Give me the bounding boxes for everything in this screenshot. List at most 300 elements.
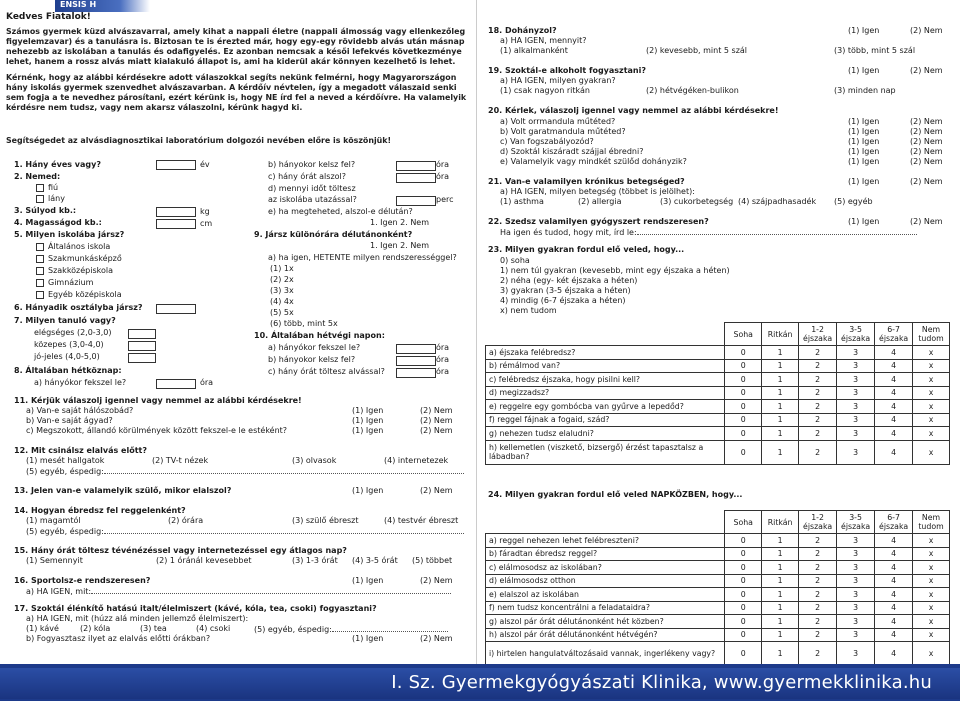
answer-cell[interactable]: 3 (837, 601, 875, 615)
answer-cell[interactable]: 4 (875, 427, 913, 441)
q20d-no[interactable]: (2) Nem (910, 147, 943, 156)
q15-option[interactable]: (1) Semennyit (26, 556, 83, 565)
q13-label: 13. Jelen van-e valamelyik szülő, mikor elalszol? (14, 486, 232, 495)
q14-option[interactable]: (1) magamtól (26, 516, 81, 525)
q20a-no[interactable]: (2) Nem (910, 117, 943, 126)
q9-option[interactable]: (1) 1x (270, 264, 294, 273)
q23-scale: 1) nem túl gyakran (kevesebb, mint egy éjszaka a héten) (500, 266, 730, 275)
q8-label: 8. Általában hétköznap: (14, 366, 122, 375)
q11a-yes[interactable]: (1) Igen (352, 406, 384, 415)
q19-option[interactable]: (3) minden nap (834, 86, 896, 95)
q20e-no[interactable]: (2) Nem (910, 157, 943, 166)
q12-other-line[interactable] (104, 466, 464, 474)
q20e-label: e) Valamelyik vagy mindkét szülőd dohányzik? (500, 157, 687, 166)
answer-cell[interactable]: 0 (725, 413, 762, 427)
q17-option[interactable]: (1) kávé (26, 624, 59, 633)
q17a-label: a) HA IGEN, mit (húzz alá minden jellemző élelmiszert): (26, 614, 249, 623)
answer-cell[interactable]: 3 (837, 547, 875, 561)
q13-no[interactable]: (2) Nem (420, 486, 453, 495)
q14-option[interactable]: (4) testvér ébreszt (384, 516, 459, 525)
table-row (486, 427, 950, 441)
table-row (486, 400, 950, 414)
answer-cell[interactable]: 2 (799, 359, 837, 373)
q23-scale: 0) soha (500, 256, 530, 265)
q17b-no[interactable]: (2) Nem (420, 634, 453, 643)
answer-cell[interactable]: 3 (837, 588, 875, 602)
answer-cell[interactable]: 2 (799, 574, 837, 588)
answer-cell[interactable]: 0 (725, 561, 762, 575)
answer-cell[interactable]: 1 (762, 427, 799, 441)
answer-cell[interactable]: 2 (799, 373, 837, 387)
logo-text: ENSIS H (60, 0, 97, 9)
answer-cell[interactable]: x (913, 386, 950, 400)
q4-label: 4. Magasságod kb.: (14, 218, 102, 227)
q19-sub: a) HA IGEN, milyen gyakran? (500, 76, 616, 85)
answer-cell[interactable]: x (913, 400, 950, 414)
answer-cell[interactable]: 4 (875, 547, 913, 561)
answer-cell[interactable]: x (913, 534, 950, 548)
q4-input[interactable] (156, 219, 196, 229)
answer-cell[interactable]: 4 (875, 400, 913, 414)
answer-cell[interactable]: 3 (837, 561, 875, 575)
q19-option[interactable]: (1) csak nagyon ritkán (500, 86, 590, 95)
answer-cell[interactable]: 3 (837, 642, 875, 666)
q16-yes[interactable]: (1) Igen (352, 576, 384, 585)
q5-option[interactable]: Szakközépiskola (36, 266, 113, 276)
column-header: Soha (725, 323, 762, 346)
q21-sub: a) HA IGEN, milyen betegség (többet is jelölhet): (500, 187, 695, 196)
answer-cell[interactable]: x (913, 588, 950, 602)
q21-option[interactable]: (5) egyéb (834, 197, 873, 206)
q14-option[interactable]: (3) szülő ébreszt (292, 516, 359, 525)
answer-cell[interactable]: 3 (837, 413, 875, 427)
answer-cell[interactable]: 4 (875, 615, 913, 629)
q22-line[interactable] (637, 227, 917, 235)
q8c-input[interactable] (396, 173, 436, 183)
column-divider (476, 0, 477, 664)
q7-input[interactable] (128, 341, 156, 351)
q18-option[interactable]: (1) alkalmanként (500, 46, 568, 55)
row-label: i) hirtelen hangulatváltozásaid vannak, ingerlékeny vagy? (486, 642, 725, 666)
row-label: c) felébredsz éjszaka, hogy pisilni kell? (486, 373, 725, 387)
q8b-input[interactable] (396, 161, 436, 171)
answer-cell[interactable]: 2 (799, 386, 837, 400)
answer-cell[interactable]: 0 (725, 547, 762, 561)
answer-cell[interactable]: 1 (762, 642, 799, 666)
answer-cell[interactable]: 2 (799, 534, 837, 548)
answer-cell[interactable]: x (913, 628, 950, 642)
answer-cell[interactable]: 3 (837, 359, 875, 373)
q4-unit: cm (200, 219, 213, 228)
table-row (486, 346, 950, 360)
answer-cell[interactable]: x (913, 427, 950, 441)
q5-label: 5. Milyen iskolába jársz? (14, 230, 125, 239)
table-row (486, 588, 950, 602)
row-label: c) elálmosodsz az iskolában? (486, 561, 725, 575)
q11c-label: c) Megszokott, állandó körülmények között fekszel-e le estéként? (26, 426, 288, 435)
q7-input[interactable] (128, 329, 156, 339)
answer-cell[interactable]: 2 (799, 588, 837, 602)
answer-cell[interactable]: 0 (725, 386, 762, 400)
answer-cell[interactable]: 0 (725, 601, 762, 615)
answer-cell[interactable]: 3 (837, 400, 875, 414)
q18-option[interactable]: (3) több, mint 5 szál (834, 46, 916, 55)
q21-option[interactable]: (4) szájpadhasadék (738, 197, 817, 206)
answer-cell[interactable]: 4 (875, 359, 913, 373)
q24-table (485, 510, 950, 666)
column-header: Ritkán (762, 511, 799, 534)
answer-cell[interactable]: 3 (837, 427, 875, 441)
column-header: Ritkán (762, 323, 799, 346)
q15-label: 15. Hány órát töltesz tévénézéssel vagy internetezéssel egy átlagos nap? (14, 546, 347, 555)
q2-option-lany[interactable]: lány (36, 194, 65, 204)
q11c-yes[interactable]: (1) Igen (352, 426, 384, 435)
q14-other-line[interactable] (104, 526, 464, 534)
table-row (486, 574, 950, 588)
intro-paragraph-3: Segítségedet az alvásdiagnosztikai laboratórium dolgozói nevében előre is köszönjük! (6, 136, 392, 145)
answer-cell[interactable]: 2 (799, 547, 837, 561)
q9-option[interactable]: (4) 4x (270, 297, 294, 306)
row-label: e) elalszol az iskolában (486, 588, 725, 602)
q14-label: 14. Hogyan ébredsz fel reggelenként? (14, 506, 186, 515)
answer-cell[interactable]: 0 (725, 427, 762, 441)
q10b-label: b) hányokor kelsz fel? (268, 355, 356, 364)
answer-cell[interactable]: x (913, 359, 950, 373)
answer-cell[interactable]: 0 (725, 574, 762, 588)
answer-cell[interactable]: 1 (762, 561, 799, 575)
q15-option[interactable]: (2) 1 óránál kevesebbet (156, 556, 252, 565)
answer-cell[interactable]: 3 (837, 373, 875, 387)
answer-cell[interactable]: x (913, 642, 950, 666)
q23-scale: 3) gyakran (3-5 éjszaka a héten) (500, 286, 631, 295)
answer-cell[interactable]: 1 (762, 400, 799, 414)
q5-option[interactable]: Egyéb középiskola (36, 290, 122, 300)
checkbox-icon (36, 279, 44, 287)
q22-no[interactable]: (2) Nem (910, 217, 943, 226)
answer-cell[interactable]: 4 (875, 561, 913, 575)
answer-cell[interactable]: 2 (799, 413, 837, 427)
q8d-input[interactable] (396, 196, 436, 206)
answer-cell[interactable]: 3 (837, 346, 875, 360)
q8a-unit: óra (200, 378, 214, 387)
q9-option[interactable]: (2) 2x (270, 275, 294, 284)
q19-yes[interactable]: (1) Igen (848, 66, 880, 75)
answer-cell[interactable]: 2 (799, 601, 837, 615)
column-header: 1-2 éjszaka (799, 323, 837, 346)
table-row (486, 373, 950, 387)
q9-options[interactable]: 1. Igen 2. Nem (370, 241, 430, 250)
q20b-no[interactable]: (2) Nem (910, 127, 943, 136)
answer-cell[interactable]: 1 (762, 601, 799, 615)
header-blank (486, 323, 725, 346)
answer-cell[interactable]: 1 (762, 628, 799, 642)
q15-option[interactable]: (5) többet (412, 556, 453, 565)
q19-no[interactable]: (2) Nem (910, 66, 943, 75)
q1-unit: év (200, 160, 210, 169)
answer-cell[interactable]: 2 (799, 427, 837, 441)
q8d-unit: perc (436, 195, 454, 204)
q21-yes[interactable]: (1) Igen (848, 177, 880, 186)
q19-label: 19. Szoktál-e alkoholt fogyasztani? (488, 66, 647, 75)
q11b-yes[interactable]: (1) Igen (352, 416, 384, 425)
answer-cell[interactable]: 4 (875, 373, 913, 387)
table-row (486, 413, 950, 427)
q20c-label: c) Van fogszabályozód? (500, 137, 594, 146)
q8d-label-2: az iskolába utazással? (268, 195, 357, 204)
q15-option[interactable]: (3) 1-3 órát (292, 556, 338, 565)
q11-label: 11. Kérjük válaszolj igennel vagy nemmel az alábbi kérdésekre! (14, 396, 302, 405)
answer-cell[interactable]: 4 (875, 601, 913, 615)
q2-option-fiu[interactable]: fiú (36, 183, 58, 193)
row-label: e) reggelre egy gombócba van gyűrve a lepedőd? (486, 400, 725, 414)
q11b-no[interactable]: (2) Nem (420, 416, 453, 425)
answer-cell[interactable]: 2 (799, 628, 837, 642)
answer-cell[interactable]: x (913, 574, 950, 588)
answer-cell[interactable]: 4 (875, 574, 913, 588)
q17b-label: b) Fogyasztasz ilyet az elalvás előtti órákban? (26, 634, 211, 643)
intro-paragraph-2: Kérnénk, hogy az alábbi kérdésekre adott válaszokkal segíts nekünk felmérni, hogy Magyarországon hány iskolás gyermek szenvedhet alvászavarban. A kérdőív névtelen, így a megadott válaszaid senki sem fogja a te nevedhez párosítani, ezért kérünk is, hogy NE írd fel a neved a kérdőívre. Ha valamelyik kérdésre nem tudsz, vagy nem akarsz válaszolni, kérünk hagyd ki. (6, 73, 467, 112)
q9-option[interactable]: (3) 3x (270, 286, 294, 295)
answer-cell[interactable]: 1 (762, 534, 799, 548)
q10a-input[interactable] (396, 344, 436, 354)
q23-table (485, 322, 950, 465)
checkbox-icon (36, 255, 44, 263)
row-label: g) alszol pár órát délutánonként hét közben? (486, 615, 725, 629)
answer-cell[interactable]: 2 (799, 440, 837, 464)
answer-cell[interactable]: 1 (762, 386, 799, 400)
q6-input[interactable] (156, 304, 196, 314)
q23-label: 23. Milyen gyakran fordul elő veled, hogy... (488, 245, 685, 254)
q5-option[interactable]: Általános iskola (36, 242, 110, 252)
answer-cell[interactable]: 0 (725, 534, 762, 548)
q23-scale: x) nem tudom (500, 306, 557, 315)
q7-input[interactable] (128, 353, 156, 363)
answer-cell[interactable]: 4 (875, 386, 913, 400)
answer-cell[interactable]: 3 (837, 615, 875, 629)
q14-option[interactable]: (2) órára (168, 516, 204, 525)
checkbox-icon (36, 184, 44, 192)
q5-option[interactable]: Szakmunkásképző (36, 254, 122, 264)
answer-cell[interactable]: 0 (725, 373, 762, 387)
q3-input[interactable] (156, 207, 196, 217)
q10b-unit: óra (436, 355, 450, 364)
column-header: 1-2 éjszaka (799, 511, 837, 534)
q20a-label: a) Volt orrmandula műtéted? (500, 117, 616, 126)
answer-cell[interactable]: 2 (799, 642, 837, 666)
q8a-label: a) hányókor fekszel le? (34, 378, 127, 387)
row-label: f) reggel fájnak a fogaid, szád? (486, 413, 725, 427)
q20b-label: b) Volt garatmandula műtéted? (500, 127, 626, 136)
answer-cell[interactable]: 1 (762, 615, 799, 629)
q9-option[interactable]: (6) több, mint 5x (270, 319, 338, 328)
q11c-no[interactable]: (2) Nem (420, 426, 453, 435)
answer-cell[interactable]: 1 (762, 588, 799, 602)
q21-option[interactable]: (3) cukorbetegség (660, 197, 734, 206)
q21-option[interactable]: (2) allergia (578, 197, 622, 206)
q17-option[interactable]: (2) kóla (80, 624, 111, 633)
q20a-yes[interactable]: (1) Igen (848, 117, 880, 126)
q19-option[interactable]: (2) hétvégéken-bulikon (646, 86, 739, 95)
answer-cell[interactable]: 0 (725, 440, 762, 464)
answer-cell[interactable]: x (913, 413, 950, 427)
q23-scale: 2) néha (egy- két éjszaka a héten) (500, 276, 638, 285)
answer-cell[interactable]: 4 (875, 413, 913, 427)
row-label: a) reggel nehezen lehet felébreszteni? (486, 534, 725, 548)
q17-option[interactable]: (5) egyéb, éspedig: (254, 624, 448, 635)
answer-cell[interactable]: x (913, 373, 950, 387)
q10c-input[interactable] (396, 368, 436, 378)
q1-input[interactable] (156, 160, 196, 170)
answer-cell[interactable]: 3 (837, 628, 875, 642)
q11a-label: a) Van-e saját hálószobád? (26, 406, 134, 415)
column-header: Nem tudom (913, 511, 950, 534)
q23-scale: 4) mindig (6-7 éjszaka a héten) (500, 296, 626, 305)
answer-cell[interactable]: 3 (837, 386, 875, 400)
answer-cell[interactable]: 1 (762, 346, 799, 360)
q12-option[interactable]: (3) olvasok (292, 456, 337, 465)
column-header: Soha (725, 511, 762, 534)
q7-label: 7. Milyen tanuló vagy? (14, 316, 116, 325)
q12-option[interactable]: (4) internetezek (384, 456, 449, 465)
q20e-yes[interactable]: (1) Igen (848, 157, 880, 166)
table-row (486, 534, 950, 548)
checkbox-icon (36, 291, 44, 299)
q17-other-line[interactable] (332, 624, 448, 632)
answer-cell[interactable]: 4 (875, 440, 913, 464)
q3-label: 3. Súlyod kb.: (14, 206, 77, 215)
q14-other[interactable]: (5) egyéb, éspedig: (26, 526, 464, 537)
q11a-no[interactable]: (2) Nem (420, 406, 453, 415)
checkbox-icon (36, 267, 44, 275)
greeting: Kedves Fiatalok! (6, 12, 91, 22)
answer-cell[interactable]: 3 (837, 574, 875, 588)
q16-sub[interactable]: a) HA IGEN, mit: (26, 586, 451, 597)
answer-cell[interactable]: 1 (762, 413, 799, 427)
answer-cell[interactable]: x (913, 346, 950, 360)
answer-cell[interactable]: 0 (725, 359, 762, 373)
q8c-unit: óra (436, 172, 450, 181)
q8e-options[interactable]: 1. Igen 2. Nem (370, 218, 430, 227)
answer-cell[interactable]: 1 (762, 574, 799, 588)
q8a-input[interactable] (156, 379, 196, 389)
answer-cell[interactable]: x (913, 615, 950, 629)
answer-cell[interactable]: 0 (725, 642, 762, 666)
q10c-unit: óra (436, 367, 450, 376)
answer-cell[interactable]: 0 (725, 400, 762, 414)
answer-cell[interactable]: 2 (799, 400, 837, 414)
q16-line[interactable] (91, 586, 451, 594)
checkbox-icon (36, 195, 44, 203)
answer-cell[interactable]: 2 (799, 615, 837, 629)
table-row (486, 642, 950, 666)
answer-cell[interactable]: 1 (762, 547, 799, 561)
column-header: 3-5 éjszaka (837, 511, 875, 534)
q18-yes[interactable]: (1) Igen (848, 26, 880, 35)
column-header: 6-7 éjszaka (875, 511, 913, 534)
answer-cell[interactable]: 4 (875, 346, 913, 360)
q17b-yes[interactable]: (1) Igen (352, 634, 384, 643)
q20c-no[interactable]: (2) Nem (910, 137, 943, 146)
answer-cell[interactable]: 0 (725, 588, 762, 602)
answer-cell[interactable]: 0 (725, 346, 762, 360)
q3-unit: kg (200, 207, 210, 216)
answer-cell[interactable]: 4 (875, 588, 913, 602)
q21-option[interactable]: (1) asthma (500, 197, 544, 206)
q20b-yes[interactable]: (1) Igen (848, 127, 880, 136)
answer-cell[interactable]: 1 (762, 373, 799, 387)
q5-option[interactable]: Gimnázium (36, 278, 93, 288)
column-header: 3-5 éjszaka (837, 323, 875, 346)
q18-sub: a) HA IGEN, mennyit? (500, 36, 587, 45)
header-blank (486, 511, 725, 534)
q17-option[interactable]: (4) csoki (196, 624, 231, 633)
row-label: d) elálmosodsz otthon (486, 574, 725, 588)
q12-other[interactable]: (5) egyéb, éspedig: (26, 466, 464, 477)
table-row (486, 615, 950, 629)
q10a-label: a) hányókor fekszel le? (268, 343, 361, 352)
answer-cell[interactable]: x (913, 547, 950, 561)
answer-cell[interactable]: x (913, 601, 950, 615)
q9-sub: a) ha igen, HETENTE milyen rendszerességgel? (268, 253, 457, 262)
q11b-label: b) Van-e saját ágyad? (26, 416, 113, 425)
q18-no[interactable]: (2) Nem (910, 26, 943, 35)
q22-sub[interactable]: Ha igen és tudod, hogy mit, írd le: (500, 227, 917, 238)
q24-label: 24. Milyen gyakran fordul elő veled NAPKÖZBEN, hogy... (488, 490, 743, 499)
q8b-label: b) hányokor kelsz fel? (268, 160, 356, 169)
answer-cell[interactable]: 1 (762, 440, 799, 464)
q9-option[interactable]: (5) 5x (270, 308, 294, 317)
footer-text[interactable]: I. Sz. Gyermekgyógyászati Klinika, www.gyermekklinika.hu (391, 672, 932, 693)
checkbox-icon (36, 243, 44, 251)
answer-cell[interactable]: 2 (799, 561, 837, 575)
answer-cell[interactable]: 4 (875, 628, 913, 642)
table-row (486, 547, 950, 561)
q12-option[interactable]: (2) TV-t nézek (152, 456, 209, 465)
row-label: b) fáradtan ébredsz reggel? (486, 547, 725, 561)
q22-yes[interactable]: (1) Igen (848, 217, 880, 226)
row-label: h) alszol pár órát délutánonként hétvégén? (486, 628, 725, 642)
answer-cell[interactable]: x (913, 561, 950, 575)
q8d-label: d) mennyi időt töltesz (268, 184, 356, 193)
answer-cell[interactable]: 3 (837, 534, 875, 548)
q21-no[interactable]: (2) Nem (910, 177, 943, 186)
q2-label: 2. Nemed: (14, 172, 61, 181)
q20c-yes[interactable]: (1) Igen (848, 137, 880, 146)
answer-cell[interactable]: 4 (875, 534, 913, 548)
q16-no[interactable]: (2) Nem (420, 576, 453, 585)
answer-cell[interactable]: 3 (837, 440, 875, 464)
answer-cell[interactable]: 2 (799, 346, 837, 360)
answer-cell[interactable]: 0 (725, 615, 762, 629)
q18-option[interactable]: (2) kevesebb, mint 5 szál (646, 46, 748, 55)
q7-option: jó-jeles (4,0-5,0) (34, 352, 100, 361)
answer-cell[interactable]: 0 (725, 628, 762, 642)
q15-option[interactable]: (4) 3-5 órát (352, 556, 398, 565)
q12-option[interactable]: (1) mesét hallgatok (26, 456, 105, 465)
q20d-yes[interactable]: (1) Igen (848, 147, 880, 156)
row-label: d) megizzadsz? (486, 386, 725, 400)
answer-cell[interactable]: 4 (875, 642, 913, 666)
q10a-unit: óra (436, 343, 450, 352)
answer-cell[interactable]: x (913, 440, 950, 464)
answer-cell[interactable]: 1 (762, 359, 799, 373)
q17-option[interactable]: (3) tea (140, 624, 167, 633)
q16-label: 16. Sportolsz-e rendszeresen? (14, 576, 151, 585)
q1-label: 1. Hány éves vagy? (14, 160, 101, 169)
q10b-input[interactable] (396, 356, 436, 366)
q13-yes[interactable]: (1) Igen (352, 486, 384, 495)
q7-option: közepes (3,0-4,0) (34, 340, 104, 349)
